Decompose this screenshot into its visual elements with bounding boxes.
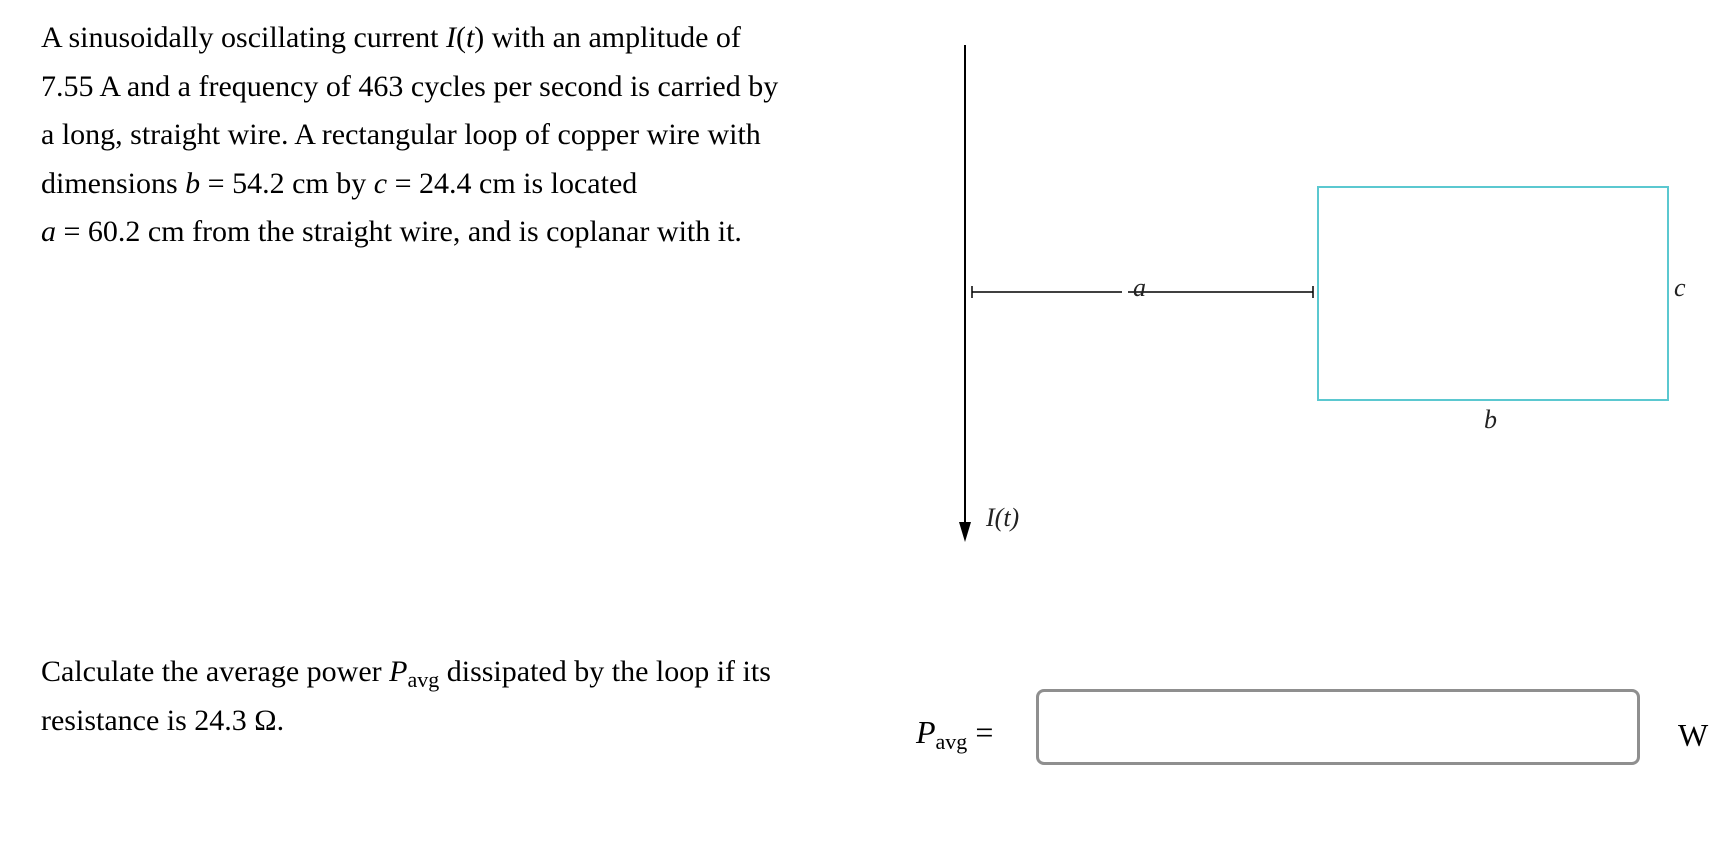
text-segment: = 60.2 cm from the straight wire, and is coplanar with it. [56, 215, 742, 248]
answer-subscript: avg [935, 729, 968, 754]
question-line [41, 697, 861, 746]
label-a: a [1133, 273, 1146, 302]
math-variable: P [389, 655, 408, 688]
text-segment: dimensions [41, 166, 186, 200]
answer-input[interactable] [1036, 689, 1640, 765]
subscript-text: avg [407, 667, 440, 692]
current-label: I(t) [986, 503, 1020, 532]
answer-equals: = [975, 714, 994, 750]
label-b: b [1484, 405, 1497, 434]
math-variable: a [41, 215, 56, 248]
label-c: c [1674, 273, 1686, 302]
math-variable: I [445, 21, 456, 54]
rectangular-loop [1318, 187, 1668, 400]
text-segment: = 24.4 cm is located [387, 166, 638, 200]
text-segment: = 54.2 cm by [200, 166, 374, 200]
current-arrow-icon [959, 522, 971, 542]
answer-label [916, 712, 993, 752]
text-segment: resistance is 24.3 Ω. [41, 703, 285, 737]
answer-symbol: P [916, 714, 936, 750]
math-variable: t [465, 21, 475, 54]
text-segment: A sinusoidally oscillating current [41, 21, 446, 54]
math-variable: c [373, 166, 388, 200]
math-variable: b [185, 166, 201, 200]
text-segment: ) with an amplitude of [474, 21, 741, 54]
text-segment: Calculate the average power [41, 655, 390, 688]
text-segment: 7.55 A and a frequency of 463 cycles per second is carried by [41, 69, 779, 103]
text-segment: ( [455, 21, 466, 54]
text-segment: dissipated by the loop if its [439, 655, 771, 688]
text-segment: a long, straight wire. A rectangular loop of copper wire with [41, 118, 761, 151]
question-line [41, 648, 861, 697]
unit-label: W [1678, 717, 1709, 753]
question-statement [41, 648, 861, 745]
